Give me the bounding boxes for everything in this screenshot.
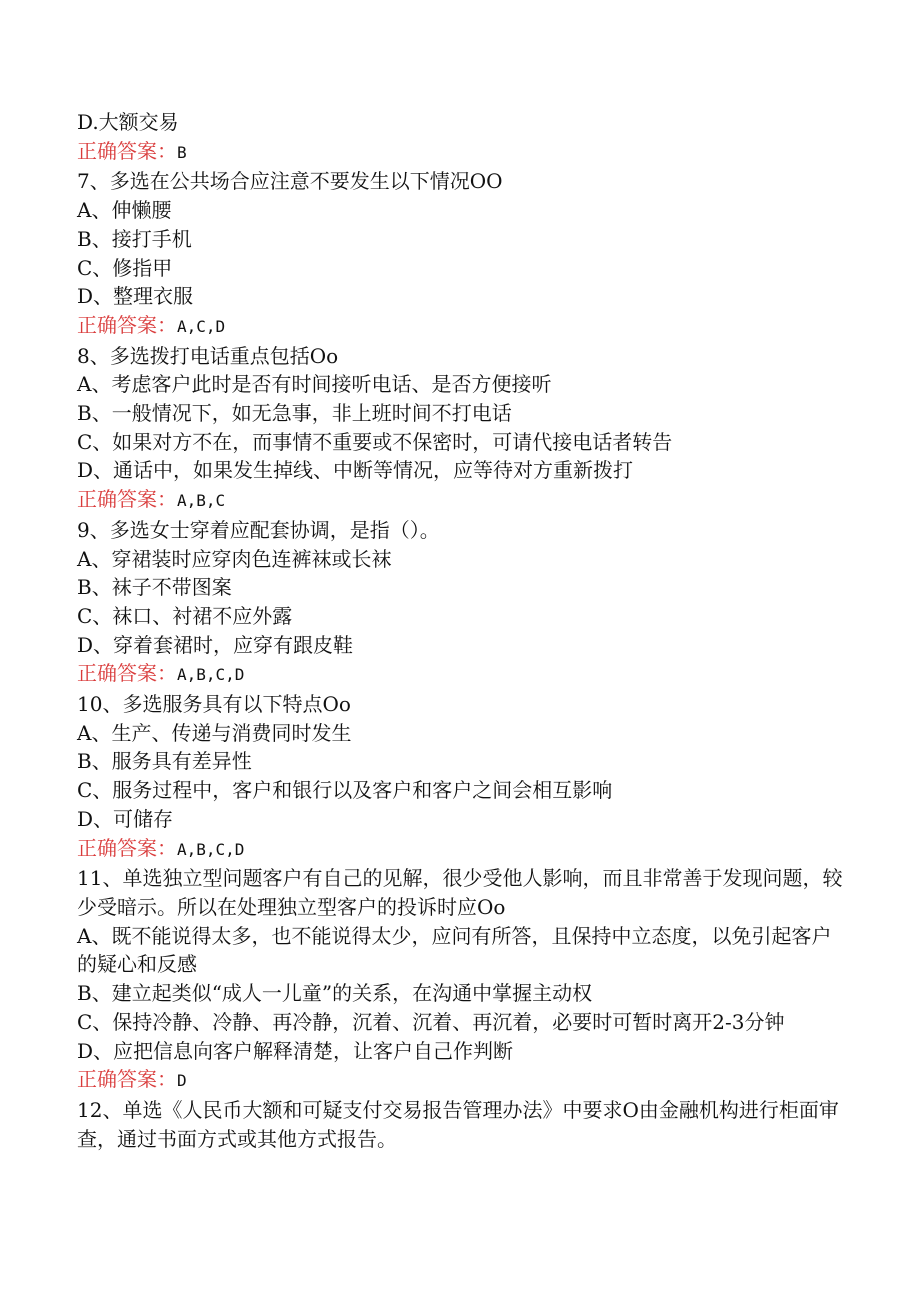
document-page [77, 108, 847, 1153]
answer-label: 正确答案： [77, 312, 177, 337]
option-a: A、生产、传递与消费同时发生 [77, 720, 352, 745]
question-stem: 12、单选《人民币大额和可疑支付交易报告管理办法》中要求O由金融机构进行柜面审查，通过书面方式或其他方式报告。 [77, 1097, 839, 1151]
answer-label: 正确答案： [77, 1067, 177, 1092]
answer-value: A,C,D [177, 316, 226, 336]
answer-value: D [177, 1071, 187, 1091]
option-a: A、既不能说得太多，也不能说得太少，应问有所答，且保持中立态度，以免引起客户的疑心和反感 [77, 923, 832, 977]
question-block [77, 1096, 847, 1153]
answer-label: 正确答案： [77, 661, 177, 686]
answer-value: A,B,C [177, 491, 226, 511]
answer-value: A,B,C,D [177, 665, 245, 685]
question-block [77, 864, 847, 1096]
question-block [77, 690, 847, 864]
correct-answer [77, 834, 847, 865]
option-c: C、袜口、衬裙不应外露 [77, 603, 293, 628]
answer-label: 正确答案： [77, 487, 177, 512]
option-b: B、接打手机 [77, 226, 192, 251]
correct-answer [77, 659, 847, 690]
option-b: B、服务具有差异性 [77, 749, 252, 774]
question-stem: 9、多选女士穿着应配套协调，是指（）。 [77, 517, 440, 542]
question-block [77, 516, 847, 690]
option-d: D、可储存 [77, 806, 174, 831]
option-a: A、穿裙装时应穿肉色连裤袜或长袜 [77, 546, 392, 571]
option-d: D.大额交易 [77, 110, 179, 134]
answer-label: 正确答案： [77, 835, 177, 860]
option-c: C、服务过程中，客户和银行以及客户和客户之间会相互影响 [77, 778, 613, 803]
correct-answer [77, 311, 847, 342]
question-stem: 7、多选在公共场合应注意不要发生以下情况OO [77, 169, 503, 194]
option-b: B、袜子不带图案 [77, 575, 232, 600]
correct-answer [77, 137, 847, 168]
question-block [77, 167, 847, 341]
option-a: A、考虑客户此时是否有时间接听电话、是否方便接听 [77, 372, 552, 397]
question-block [77, 342, 847, 516]
correct-answer [77, 485, 847, 516]
option-d: D、穿着套裙时，应穿有跟皮鞋 [77, 632, 354, 657]
question-stem: 8、多选拨打电话重点包括Oo [77, 343, 339, 368]
answer-value: A,B,C,D [177, 839, 245, 859]
option-b: B、一般情况下，如无急事，非上班时间不打电话 [77, 401, 512, 426]
question-stem: 11、单选独立型问题客户有自己的见解，很少受他人影响，而且非常善于发现问题，较少受暗示。所以在处理独立型客户的投诉时应Oo [77, 866, 843, 919]
option-c: C、保持冷静、冷静、再冷静，沉着、沉着、再沉着，必要时可暂时离开2-3分钟 [77, 1009, 785, 1034]
option-d: D、整理衣服 [77, 284, 194, 309]
option-c: C、如果对方不在，而事情不重要或不保密时，可请代接电话者转告 [77, 429, 673, 454]
option-a: A、伸懒腰 [77, 198, 172, 223]
option-c: C、修指甲 [77, 255, 173, 280]
option-d: D、通话中，如果发生掉线、中断等情况，应等待对方重新拨打 [77, 458, 634, 483]
option-d: D、应把信息向客户解释清楚，让客户自己作判断 [77, 1038, 514, 1063]
answer-label: 正确答案： [77, 138, 177, 163]
option-b: B、建立起类似“成人一儿童”的关系，在沟通中掌握主动权 [77, 981, 593, 1006]
correct-answer [77, 1065, 847, 1096]
answer-value: B [177, 142, 187, 162]
question-stem: 10、多选服务具有以下特点Oo [77, 692, 351, 717]
